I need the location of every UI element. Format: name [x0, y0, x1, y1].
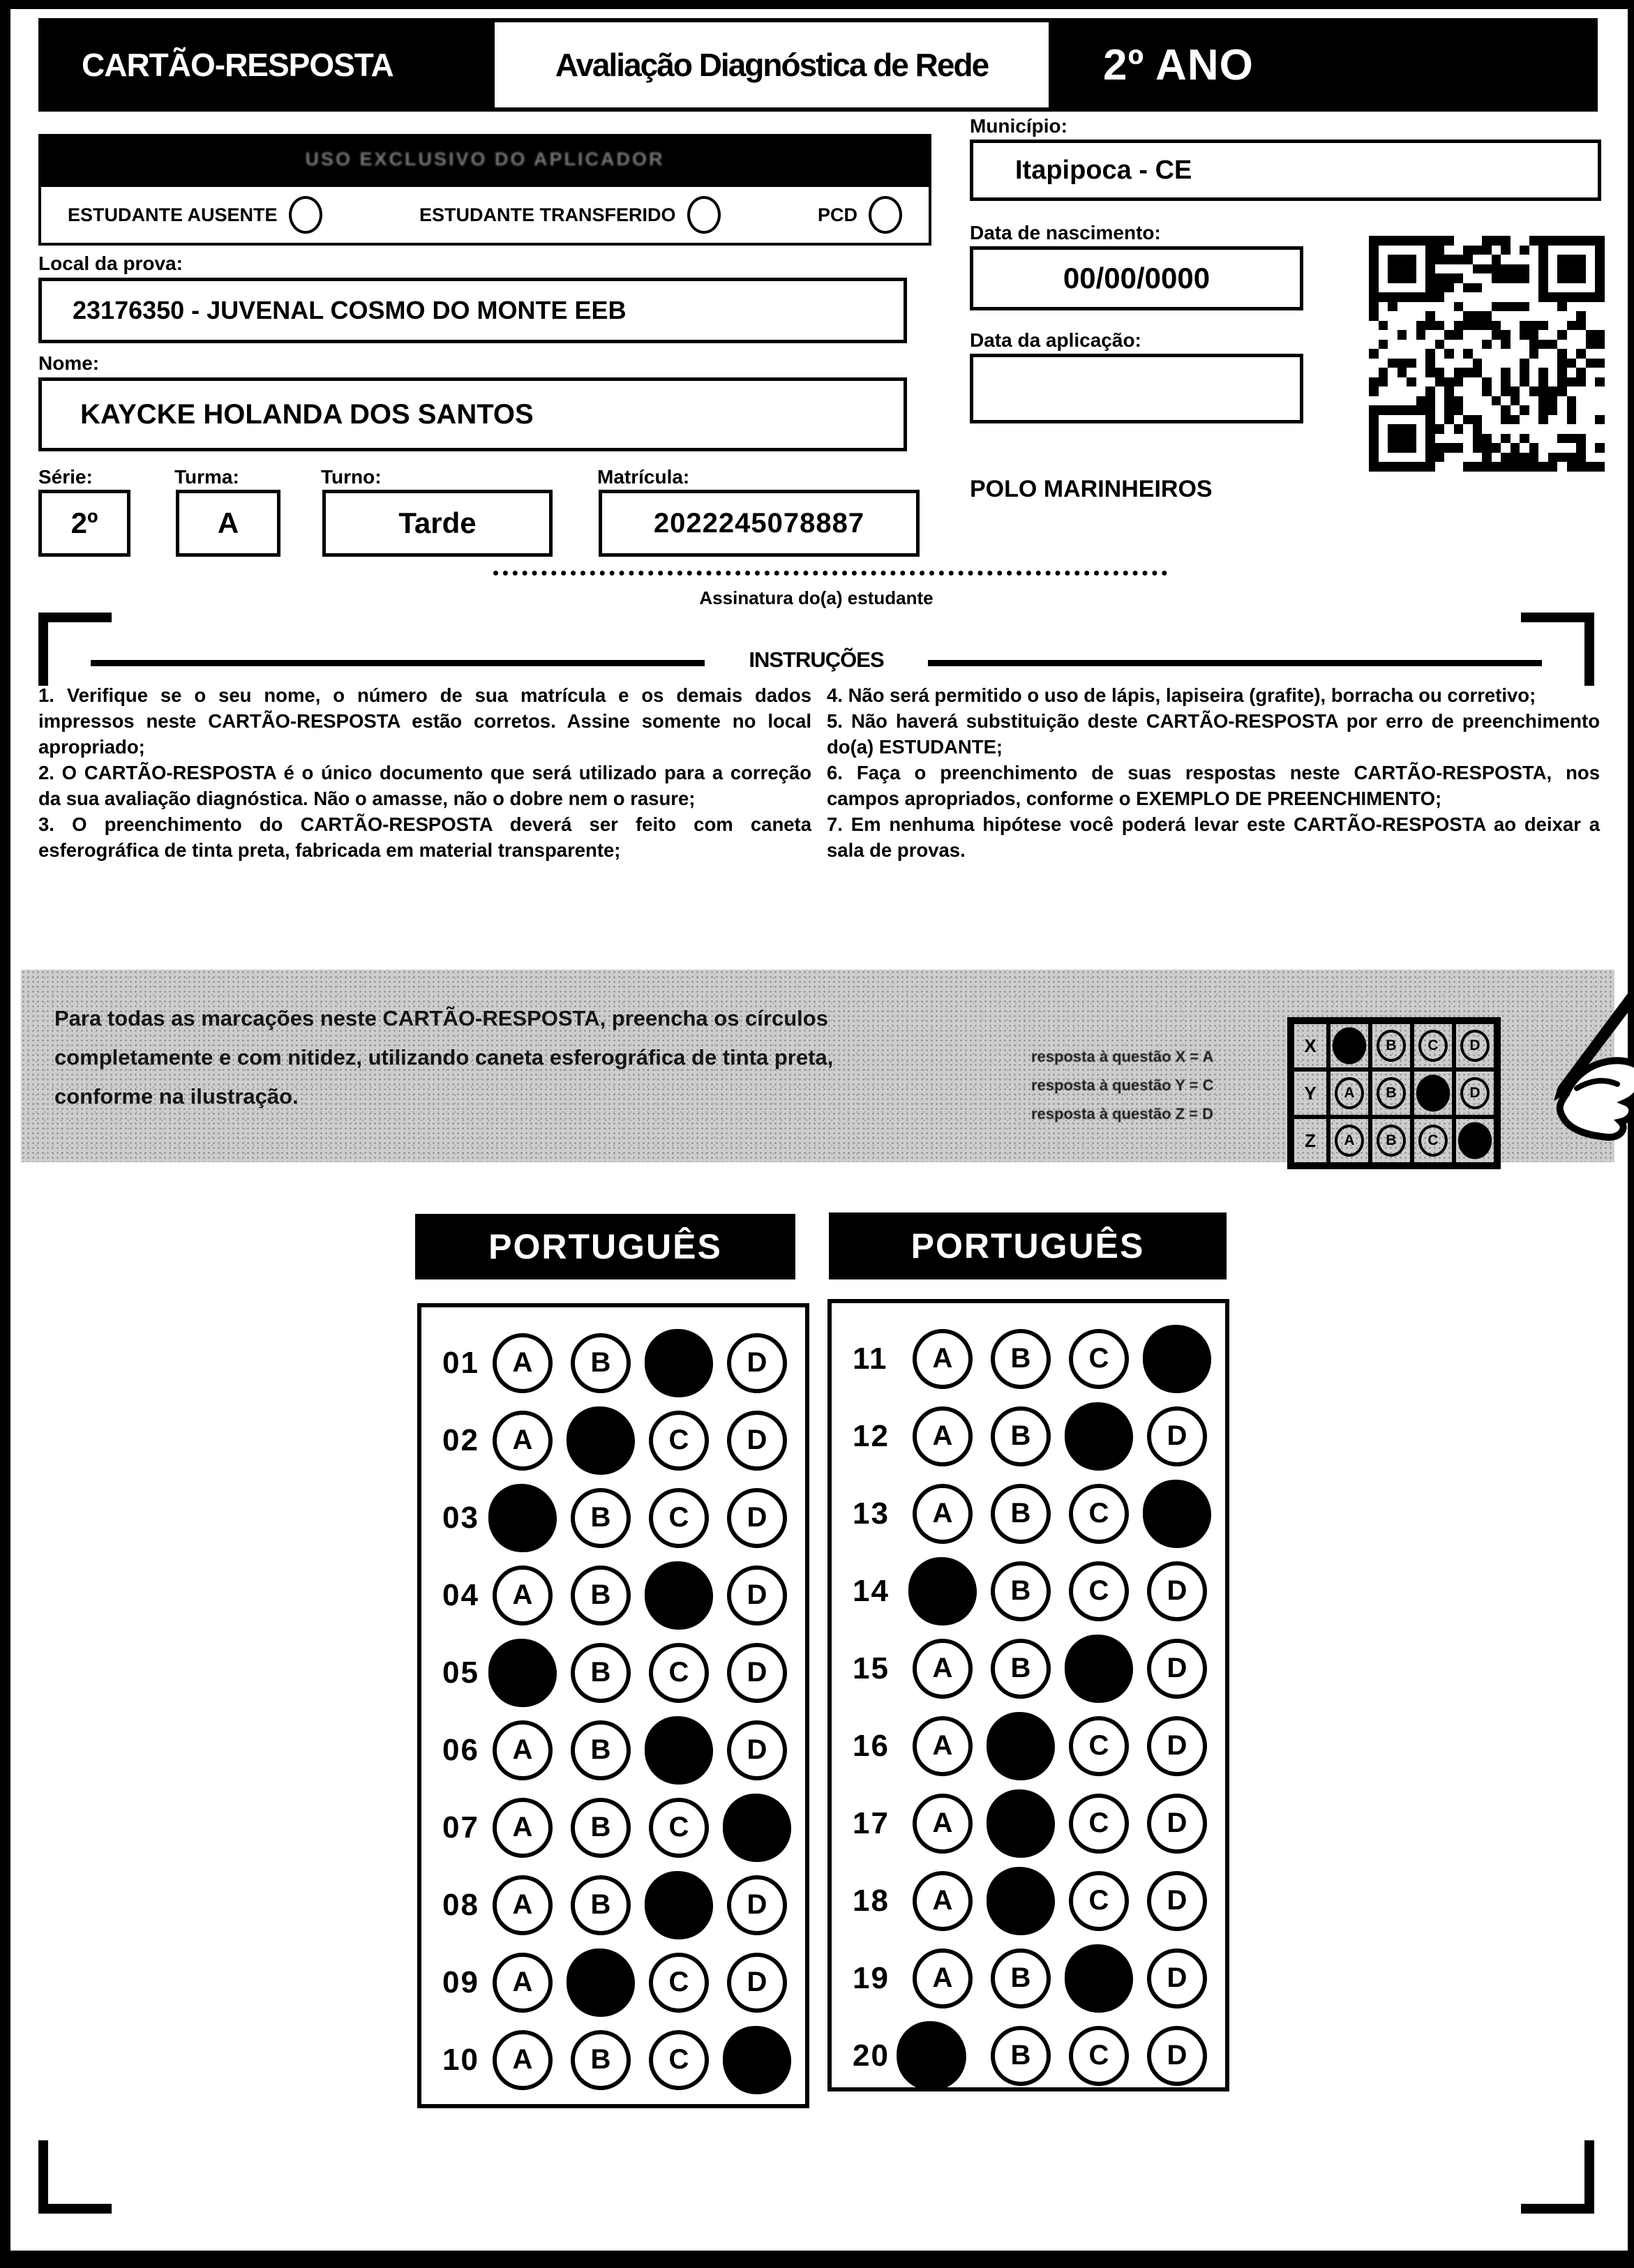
answer-bubble-02-B-filled[interactable]	[567, 1406, 635, 1474]
example-cell	[1328, 1022, 1370, 1069]
answer-bubble-15-D[interactable]: D	[1147, 1639, 1207, 1699]
answer-row-17	[832, 1785, 1225, 1862]
answer-box-questions-01-10	[417, 1303, 809, 2108]
example-bubble-filled	[1416, 1075, 1450, 1112]
example-band	[21, 970, 1614, 1162]
answer-bubble-08-D[interactable]: D	[727, 1875, 787, 1935]
answer-bubble-19-B[interactable]: B	[991, 1948, 1051, 2008]
answer-bubble-05-D[interactable]: D	[727, 1643, 787, 1703]
answer-bubble-01-C-filled[interactable]	[645, 1328, 713, 1397]
matricula-value: 2022245078887	[653, 507, 865, 539]
example-cell	[1328, 1069, 1370, 1117]
question-number: 01	[442, 1345, 479, 1380]
example-cell	[1328, 1117, 1370, 1164]
nome-value: KAYCKE HOLANDA DOS SANTOS	[80, 398, 534, 430]
answer-bubble-19-A[interactable]: A	[913, 1948, 973, 2008]
question-number: 15	[853, 1651, 890, 1685]
example-bubble: A	[1335, 1125, 1364, 1157]
answer-bubble-06-A[interactable]: A	[493, 1720, 553, 1780]
answer-bubble-12-C-filled[interactable]	[1065, 1402, 1133, 1470]
turno-value: Tarde	[398, 506, 477, 539]
answer-bubble-12-D[interactable]: D	[1147, 1406, 1207, 1466]
answer-bubble-03-C[interactable]: C	[649, 1488, 709, 1548]
answer-bubble-08-C-filled[interactable]	[645, 1870, 713, 1939]
nascimento-box	[970, 246, 1303, 310]
question-number: 16	[853, 1728, 890, 1763]
matricula-label: Matrícula:	[597, 466, 690, 488]
answer-row-05	[421, 1634, 805, 1711]
option-estudante-transferido	[419, 196, 721, 234]
answer-bubble-19-D[interactable]: D	[1147, 1948, 1207, 2008]
estudante-ausente-label: ESTUDANTE AUSENTE	[68, 204, 278, 225]
answer-bubble-09-A[interactable]: A	[493, 1953, 553, 2013]
question-number: 14	[853, 1573, 890, 1608]
subject-header-2: PORTUGUÊS	[829, 1212, 1227, 1279]
instruction-item: 4. Não será permitido o uso de lápis, lapiseira (grafite), borracha ou corretivo;	[827, 684, 1536, 706]
example-bubble: D	[1460, 1077, 1490, 1109]
example-bubble: B	[1377, 1030, 1406, 1062]
answer-row-14	[832, 1552, 1225, 1630]
answer-bubble-13-D-filled[interactable]	[1143, 1479, 1211, 1547]
turno-label: Turno:	[321, 466, 382, 488]
example-row-label: Z	[1292, 1117, 1328, 1164]
answer-bubble-15-B[interactable]: B	[991, 1639, 1051, 1699]
answer-bubble-09-B-filled[interactable]	[567, 1948, 635, 2016]
example-row-label: X	[1292, 1022, 1328, 1069]
subject-header-1: PORTUGUÊS	[415, 1214, 795, 1279]
answer-bubble-08-B[interactable]: B	[571, 1875, 631, 1935]
question-number: 09	[442, 1965, 479, 1999]
answer-bubble-07-A[interactable]: A	[493, 1798, 553, 1858]
answer-bubble-11-D-filled[interactable]	[1143, 1324, 1211, 1392]
answer-box-questions-11-20	[827, 1299, 1229, 2091]
example-cell	[1412, 1117, 1454, 1164]
instruction-item: 6. Faça o preenchimento de suas respostas neste CARTÃO-RESPOSTA, nos campos apropriados, conforme o EXEMPLO DE PREENCHIMENTO;	[827, 762, 1600, 809]
example-legend-line: resposta à questão Z = D	[1031, 1105, 1214, 1122]
example-bubble: B	[1377, 1077, 1406, 1109]
turno-box	[322, 490, 553, 557]
answer-bubble-18-B-filled[interactable]	[987, 1866, 1055, 1935]
answer-bubble-12-A[interactable]: A	[913, 1406, 973, 1466]
corner-mark-bottom-left	[38, 2140, 112, 2214]
example-cell	[1370, 1069, 1412, 1117]
answer-bubble-14-B[interactable]: B	[991, 1561, 1051, 1621]
instruction-item: 7. Em nenhuma hipótese você poderá levar este CARTÃO-RESPOSTA ao deixar a sala de provas.	[827, 813, 1600, 861]
example-bubble: C	[1418, 1030, 1448, 1062]
answer-bubble-18-A[interactable]: A	[913, 1871, 973, 1931]
answer-bubble-11-C[interactable]: C	[1069, 1329, 1129, 1389]
example-legend-line: resposta à questão X = A	[1031, 1048, 1214, 1065]
answer-bubble-13-C[interactable]: C	[1069, 1484, 1129, 1544]
nome-label: Nome:	[38, 352, 100, 374]
answer-bubble-01-B[interactable]: B	[571, 1333, 631, 1393]
example-cell	[1412, 1022, 1454, 1069]
answer-bubble-07-D-filled[interactable]	[723, 1793, 791, 1861]
applicator-bar-label: USO EXCLUSIVO DO APLICADOR	[305, 148, 665, 170]
question-number: 13	[853, 1496, 890, 1531]
answer-bubble-11-A[interactable]: A	[913, 1329, 973, 1389]
estudante-transferido-circle[interactable]	[687, 196, 721, 234]
answer-bubble-14-D[interactable]: D	[1147, 1561, 1207, 1621]
municipio-value: Itapipoca - CE	[1015, 155, 1192, 185]
instruction-item: 3. O preenchimento do CARTÃO-RESPOSTA deverá ser feito com caneta esferográfica de tinta preta, fabricada em material transparente;	[38, 813, 811, 861]
answer-bubble-16-D[interactable]: D	[1147, 1716, 1207, 1776]
local-prova-box	[38, 278, 907, 343]
answer-row-13	[832, 1475, 1225, 1552]
question-number: 04	[442, 1577, 479, 1612]
example-bubble: C	[1418, 1125, 1448, 1157]
answer-bubble-18-D[interactable]: D	[1147, 1871, 1207, 1931]
answer-row-03	[421, 1479, 805, 1556]
answer-bubble-14-C[interactable]: C	[1069, 1561, 1129, 1621]
answer-row-19	[832, 1939, 1225, 2017]
page-border-top	[0, 0, 1634, 9]
answer-row-04	[421, 1556, 805, 1634]
answer-bubble-17-A[interactable]: A	[913, 1794, 973, 1854]
question-number: 07	[442, 1810, 479, 1845]
answer-bubble-06-B[interactable]: B	[571, 1720, 631, 1780]
instruction-item: 2. O CARTÃO-RESPOSTA é o único documento que será utilizado para a correção da sua avaliação diagnóstica. Não o amasse, não o dobre nem o rasure;	[38, 762, 811, 809]
grade-label: 2º ANO	[1103, 40, 1254, 89]
instructions-rule-left	[91, 660, 705, 666]
example-text: Para todas as marcações neste CARTÃO-RESPOSTA, preencha os círculos completamente e com nitidez, utilizando caneta esferográfica de tinta preta, conforme na ilustração.	[54, 1006, 834, 1109]
answer-bubble-20-A-filled[interactable]	[897, 2021, 966, 2091]
answer-bubble-06-D[interactable]: D	[727, 1720, 787, 1780]
question-number: 03	[442, 1500, 479, 1535]
answer-bubble-10-C[interactable]: C	[649, 2030, 709, 2090]
turma-value: A	[217, 506, 239, 539]
answer-bubble-01-D[interactable]: D	[727, 1333, 787, 1393]
signature-dotted-line	[493, 571, 1167, 576]
estudante-transferido-label: ESTUDANTE TRANSFERIDO	[419, 204, 676, 225]
answer-bubble-02-A[interactable]: A	[493, 1411, 553, 1471]
estudante-ausente-circle[interactable]	[289, 196, 322, 234]
answer-bubble-10-A[interactable]: A	[493, 2030, 553, 2090]
question-number: 12	[853, 1418, 890, 1453]
question-number: 11	[853, 1341, 888, 1376]
answer-bubble-18-C[interactable]: C	[1069, 1871, 1129, 1931]
option-estudante-ausente	[68, 196, 322, 234]
page-border-left	[0, 0, 10, 2268]
example-legend	[1031, 1042, 1296, 1128]
question-number: 08	[442, 1887, 479, 1922]
applicator-options-box	[38, 184, 931, 246]
example-cell	[1412, 1069, 1454, 1117]
aplicacao-box	[970, 354, 1303, 423]
corner-mark-bottom-right	[1521, 2140, 1594, 2214]
answer-bubble-20-C[interactable]: C	[1069, 2026, 1129, 2086]
answer-bubble-16-A[interactable]: A	[913, 1716, 973, 1776]
example-bubble: D	[1460, 1030, 1490, 1062]
answer-bubble-03-D[interactable]: D	[727, 1488, 787, 1548]
answer-bubble-13-B[interactable]: B	[991, 1484, 1051, 1544]
instructions-title: INSTRUÇÕES	[749, 647, 884, 672]
matricula-box	[599, 490, 920, 557]
answer-bubble-12-B[interactable]: B	[991, 1406, 1051, 1466]
hand-with-pen-illustration	[1462, 977, 1634, 1151]
answer-bubble-05-A-filled[interactable]	[488, 1638, 557, 1706]
nome-box	[38, 377, 907, 451]
turma-label: Turma:	[174, 466, 239, 488]
question-number: 05	[442, 1655, 479, 1690]
question-number: 20	[853, 2038, 890, 2073]
answer-bubble-02-D[interactable]: D	[727, 1411, 787, 1471]
answer-bubble-03-A-filled[interactable]	[488, 1483, 557, 1552]
answer-bubble-03-B[interactable]: B	[571, 1488, 631, 1548]
serie-value: 2º	[70, 506, 98, 539]
answer-bubble-01-A[interactable]: A	[493, 1333, 553, 1393]
example-legend-line: resposta à questão Y = C	[1031, 1076, 1214, 1094]
qr-code	[1369, 236, 1605, 472]
turma-box	[176, 490, 280, 557]
option-pcd	[818, 196, 902, 234]
header-bar	[38, 18, 1598, 112]
answer-row-06	[421, 1711, 805, 1789]
answer-bubble-05-B[interactable]: B	[571, 1643, 631, 1703]
answer-bubble-07-C[interactable]: C	[649, 1798, 709, 1858]
signature-label: Assinatura do(a) estudante	[699, 587, 934, 608]
answer-bubble-10-B[interactable]: B	[571, 2030, 631, 2090]
serie-label: Série:	[38, 466, 93, 488]
answer-bubble-04-C-filled[interactable]	[645, 1561, 713, 1629]
answer-bubble-14-A-filled[interactable]	[908, 1556, 977, 1625]
answer-row-01	[421, 1324, 805, 1402]
answer-bubble-05-C[interactable]: C	[649, 1643, 709, 1703]
answer-bubble-04-D[interactable]: D	[727, 1565, 787, 1625]
example-cell	[1370, 1117, 1412, 1164]
serie-box	[38, 490, 130, 557]
instruction-item: 1. Verifique se o seu nome, o número de sua matrícula e os demais dados impressos neste CARTÃO-RESPOSTA estão corretos. Assine somente no local apropriado;	[38, 684, 811, 758]
answer-bubble-09-D[interactable]: D	[727, 1953, 787, 2013]
question-number: 06	[442, 1732, 479, 1767]
example-bubble: B	[1377, 1125, 1406, 1157]
answer-row-07	[421, 1789, 805, 1866]
answer-bubble-04-B[interactable]: B	[571, 1565, 631, 1625]
answer-bubble-15-A[interactable]: A	[913, 1639, 973, 1699]
instructions-column-right	[827, 682, 1600, 863]
answer-bubble-15-C-filled[interactable]	[1065, 1634, 1133, 1702]
applicator-bar	[38, 134, 931, 184]
nascimento-label: Data de nascimento:	[970, 222, 1161, 243]
answer-bubble-02-C[interactable]: C	[649, 1411, 709, 1471]
example-bubble-filled	[1333, 1028, 1366, 1065]
page-border-bottom	[0, 2251, 1634, 2268]
aplicacao-label: Data da aplicação:	[970, 329, 1141, 351]
nascimento-value: 00/00/0000	[1063, 262, 1210, 294]
local-prova-label: Local da prova:	[38, 253, 183, 274]
answer-bubble-19-C-filled[interactable]	[1065, 1944, 1133, 2012]
question-number: 10	[442, 2042, 479, 2077]
answer-row-16	[832, 1707, 1225, 1785]
question-number: 02	[442, 1422, 479, 1457]
instructions-column-left	[38, 682, 811, 863]
answer-bubble-17-B-filled[interactable]	[987, 1789, 1055, 1857]
municipio-box	[970, 140, 1601, 201]
question-number: 19	[853, 1960, 890, 1995]
answer-row-09	[421, 1944, 805, 2021]
answer-row-12	[832, 1397, 1225, 1475]
answer-row-18	[832, 1862, 1225, 1939]
polo-label: POLO MARINHEIROS	[970, 476, 1213, 502]
local-prova-value: 23176350 - JUVENAL COSMO DO MONTE EEB	[73, 296, 627, 324]
answer-bubble-04-A[interactable]: A	[493, 1565, 553, 1625]
example-row-label: Y	[1292, 1069, 1328, 1117]
example-cell	[1370, 1022, 1412, 1069]
assessment-subtitle: Avaliação Diagnóstica de Rede	[490, 18, 1053, 112]
answer-bubble-09-C[interactable]: C	[649, 1953, 709, 2013]
example-bubble: A	[1335, 1077, 1364, 1109]
answer-bubble-06-C-filled[interactable]	[645, 1715, 713, 1784]
answer-bubble-20-B[interactable]: B	[991, 2026, 1051, 2086]
corner-mark-top-right	[1521, 613, 1594, 686]
instruction-item: 5. Não haverá substituição deste CARTÃO-RESPOSTA por erro de preenchimento do(a) ESTUDANTE;	[827, 710, 1600, 758]
answer-row-02	[421, 1402, 805, 1479]
instructions-rule-right	[928, 660, 1542, 666]
answer-bubble-08-A[interactable]: A	[493, 1875, 553, 1935]
answer-bubble-10-D-filled[interactable]	[723, 2025, 791, 2094]
question-number: 17	[853, 1805, 890, 1840]
answer-bubble-16-B-filled[interactable]	[987, 1711, 1055, 1780]
municipio-label: Município:	[970, 115, 1067, 137]
answer-bubble-13-A[interactable]: A	[913, 1484, 973, 1544]
pcd-circle[interactable]	[869, 196, 902, 234]
answer-bubble-17-D[interactable]: D	[1147, 1794, 1207, 1854]
answer-row-15	[832, 1630, 1225, 1707]
answer-bubble-17-C[interactable]: C	[1069, 1794, 1129, 1854]
answer-bubble-16-C[interactable]: C	[1069, 1716, 1129, 1776]
pcd-label: PCD	[817, 204, 857, 225]
question-number: 18	[853, 1883, 890, 1918]
answer-bubble-11-B[interactable]: B	[991, 1329, 1051, 1389]
answer-bubble-07-B[interactable]: B	[571, 1798, 631, 1858]
answer-bubble-20-D[interactable]: D	[1147, 2026, 1207, 2086]
corner-mark-top-left	[38, 613, 112, 686]
answer-row-20	[832, 2017, 1225, 2094]
answer-row-11	[832, 1320, 1225, 1397]
answer-row-10	[421, 2021, 805, 2098]
page-title: CARTÃO-RESPOSTA	[82, 47, 393, 83]
answer-row-08	[421, 1866, 805, 1944]
